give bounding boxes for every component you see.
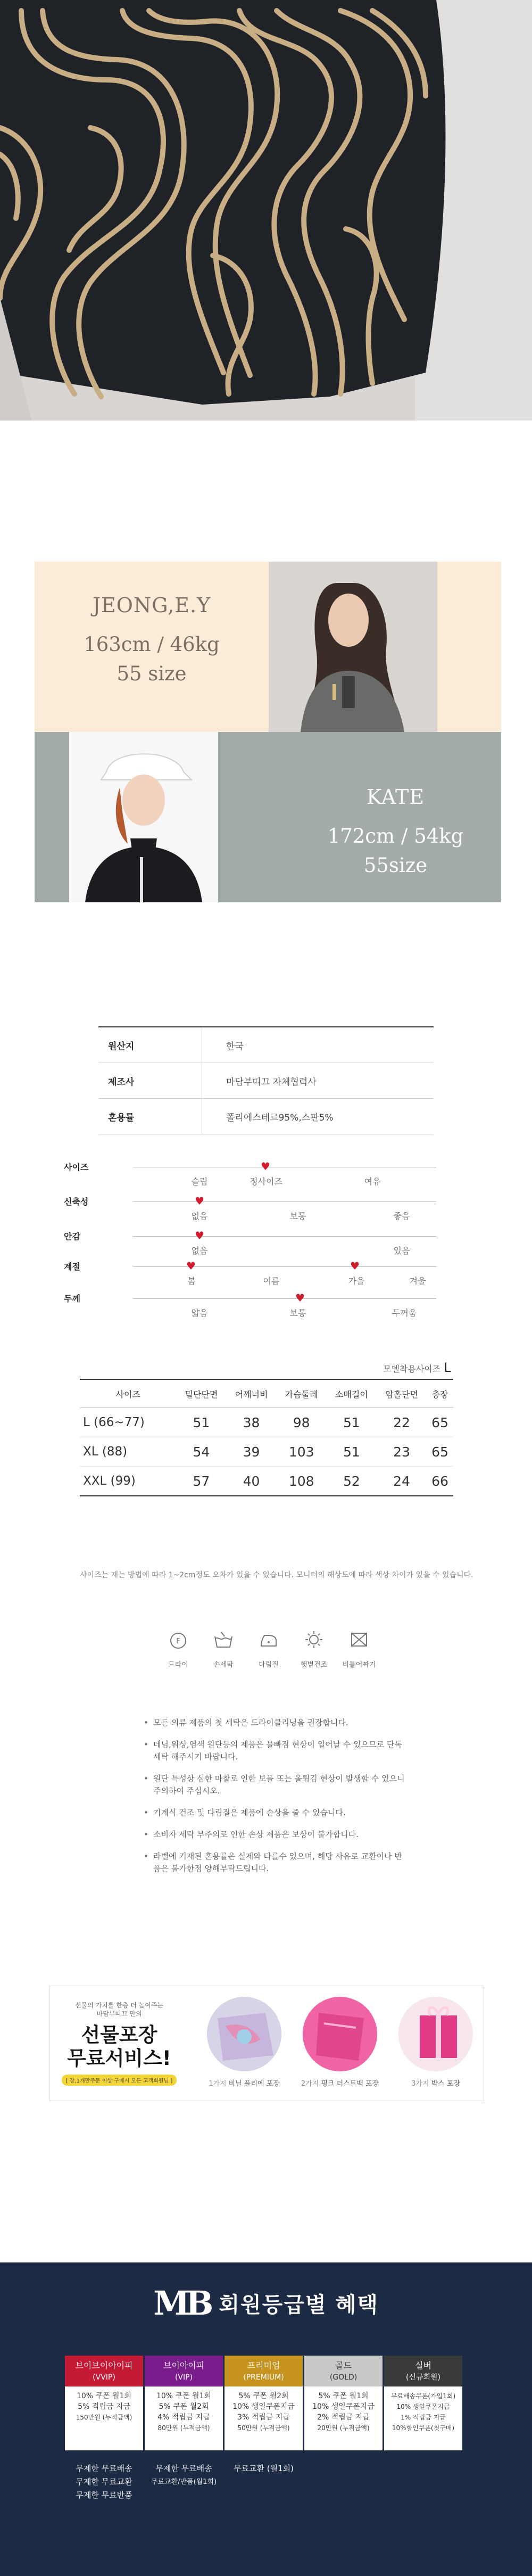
model-1-portrait bbox=[269, 562, 437, 732]
feature-option: 두꺼움 bbox=[392, 1308, 417, 1318]
tier-silver bbox=[384, 2356, 462, 2450]
gift-label: 박스 포장 bbox=[431, 2080, 460, 2088]
care-label: 손세탁 bbox=[213, 1661, 234, 1669]
product-feature-scale bbox=[64, 1153, 468, 1318]
list-item: • 소비자 세탁 부주의로 인한 손상 제품은 보상이 불가합니다. bbox=[144, 1829, 410, 1841]
feature-option: 가을 bbox=[348, 1276, 365, 1286]
column-header: 밑단단면 bbox=[176, 1379, 226, 1408]
model-2-measurements: 172cm / 54kg bbox=[327, 825, 464, 847]
blouse-pattern-illustration bbox=[0, 0, 532, 421]
table-cell: 40 bbox=[226, 1467, 276, 1496]
tier-header bbox=[65, 2356, 143, 2386]
size-table bbox=[80, 1379, 453, 1496]
feature-option: 여유 bbox=[364, 1176, 381, 1187]
tier-body bbox=[65, 2386, 143, 2450]
table-cell: 108 bbox=[277, 1467, 327, 1496]
perk-line: 무제한 무료배송 bbox=[155, 2464, 212, 2473]
no-tumble-icon bbox=[348, 1629, 370, 1650]
feature-label: 안감 bbox=[64, 1231, 80, 1241]
heart-icon: ♥ bbox=[195, 1229, 204, 1242]
tier-eng-name: (VIP) bbox=[174, 2373, 193, 2382]
list-item: • 모든 의류 제품의 첫 세탁은 드라이클리닝을 권장합니다. bbox=[144, 1717, 410, 1729]
gift-wrap-banner bbox=[49, 1986, 484, 2101]
gift-condition-badge: [ 장,1개만주문 이상 구매시 모든 고객회원님 ] bbox=[62, 2075, 177, 2086]
table-cell: 51 bbox=[327, 1437, 377, 1467]
table-cell: XL (88) bbox=[80, 1437, 176, 1467]
column-header: 총장 bbox=[427, 1379, 453, 1408]
table-cell: XXL (99) bbox=[80, 1467, 176, 1496]
table-cell: 103 bbox=[277, 1437, 327, 1467]
perk-group bbox=[225, 2462, 303, 2475]
feature-label: 신축성 bbox=[64, 1197, 89, 1207]
tier-benefit: 5% 적립금 지급 bbox=[78, 2402, 130, 2411]
gift-subtitle-line1: 선물의 가치를 한층 더 높여주는 bbox=[75, 2002, 163, 2009]
tier-name: 프리미엄 bbox=[247, 2360, 280, 2371]
model-1-size: 55 size bbox=[117, 662, 187, 685]
model-size-caption: 모델착용사이즈 bbox=[383, 1364, 441, 1374]
heart-icon: ♥ bbox=[295, 1291, 305, 1304]
gift-caption bbox=[199, 2078, 289, 2088]
tier-name: 브이브이아이피 bbox=[75, 2360, 133, 2371]
feature-option: 보통 bbox=[289, 1211, 306, 1221]
tier-benefit: 2% 적립금 지급 bbox=[317, 2413, 370, 2422]
tier-vvip bbox=[65, 2356, 143, 2450]
scale-line bbox=[133, 1298, 436, 1299]
feature-option: 있음 bbox=[393, 1246, 410, 1256]
tier-eng-name: (신규회원) bbox=[405, 2373, 441, 2382]
info-label: 원산지 bbox=[98, 1027, 202, 1063]
table-cell: 52 bbox=[327, 1467, 377, 1496]
table-header-row bbox=[80, 1379, 453, 1408]
care-notices bbox=[144, 1717, 410, 1884]
care-item bbox=[250, 1629, 287, 1669]
table-row bbox=[98, 1027, 434, 1063]
column-header: 소매길이 bbox=[327, 1379, 377, 1408]
feature-option: 없음 bbox=[191, 1211, 208, 1221]
info-label: 제조사 bbox=[98, 1063, 202, 1099]
feature-option: 좋음 bbox=[393, 1211, 410, 1221]
care-label: 다림질 bbox=[259, 1661, 279, 1669]
table-cell: L (66~77) bbox=[80, 1408, 176, 1437]
model-size-label bbox=[383, 1360, 451, 1375]
dry-clean-icon bbox=[168, 1629, 189, 1650]
feature-option: 얇음 bbox=[191, 1308, 208, 1318]
tier-benefit: 20만원 (누적금액) bbox=[317, 2424, 370, 2432]
column-header: 암홀단면 bbox=[377, 1379, 427, 1408]
heart-icon: ♥ bbox=[195, 1195, 204, 1207]
tier-benefit: 10% 생일쿠폰지급 bbox=[396, 2403, 450, 2410]
model-size-value: L bbox=[444, 1360, 451, 1375]
tier-body bbox=[384, 2386, 462, 2450]
care-icons bbox=[160, 1629, 378, 1677]
scale-line bbox=[133, 1266, 436, 1267]
model-card-1 bbox=[35, 562, 501, 732]
model-1-info bbox=[35, 594, 269, 685]
gift-option bbox=[199, 1997, 289, 2088]
gift-number: 3가지 bbox=[411, 2080, 429, 2088]
feature-option: 여름 bbox=[263, 1276, 280, 1286]
table-cell: 51 bbox=[327, 1408, 377, 1437]
table-cell: 24 bbox=[377, 1467, 427, 1496]
hero-product-image bbox=[0, 0, 532, 421]
low-iron-icon bbox=[258, 1629, 279, 1650]
tier-name: 실버 bbox=[415, 2360, 431, 2371]
model-2-name: KATE bbox=[366, 785, 425, 809]
feature-option: 슬림 bbox=[191, 1176, 208, 1187]
model-2-size: 55size bbox=[363, 854, 428, 877]
gift-option bbox=[390, 1997, 481, 2088]
gift-subtitle bbox=[50, 2001, 188, 2018]
tier-name: 골드 bbox=[335, 2360, 352, 2371]
care-item bbox=[160, 1629, 197, 1669]
heart-icon: ♥ bbox=[261, 1160, 270, 1173]
feature-label: 두께 bbox=[64, 1294, 80, 1304]
table-cell: 38 bbox=[226, 1408, 276, 1437]
model-1-measurements: 163cm / 46kg bbox=[84, 633, 220, 656]
model-1-name: JEONG,E.Y bbox=[92, 594, 211, 617]
gift-option bbox=[295, 1997, 385, 2088]
tier-eng-name: (GOLD) bbox=[329, 2373, 358, 2382]
table-cell: 23 bbox=[377, 1437, 427, 1467]
tier-benefit: 10% 쿠폰 월1회 bbox=[156, 2392, 212, 2400]
scale-line bbox=[133, 1236, 436, 1237]
table-row bbox=[98, 1099, 434, 1134]
gift-label: 핑크 더스트백 포장 bbox=[321, 2080, 379, 2088]
perk-line: 무제한 무료반품 bbox=[76, 2490, 132, 2500]
tier-benefit: 무료배송쿠폰(가입1회) bbox=[390, 2392, 456, 2400]
tier-body bbox=[225, 2386, 303, 2450]
tier-benefit: 5% 쿠폰 월1회 bbox=[318, 2392, 369, 2400]
list-item: • 데님,워싱,염색 원단등의 제품은 물빠짐 현상이 일어날 수 있으므로 단독 세탁 해주시기 바랍니다. bbox=[144, 1739, 410, 1763]
tier-header bbox=[304, 2356, 383, 2386]
tier-benefit: 80만원 (누적금액) bbox=[157, 2424, 210, 2432]
table-cell: 98 bbox=[277, 1408, 327, 1437]
membership-heading: 회원등급별 혜택 bbox=[219, 2293, 379, 2317]
perk-group bbox=[65, 2462, 143, 2502]
model-2-portrait bbox=[69, 732, 218, 902]
tier-benefit: 10% 생일쿠폰지급 bbox=[232, 2402, 295, 2411]
gift-subtitle-line2: 마담부띠끄 만의 bbox=[96, 2010, 142, 2018]
info-value: 한국 bbox=[202, 1027, 434, 1063]
table-cell: 65 bbox=[427, 1437, 453, 1467]
svg-text:F: F bbox=[176, 1637, 180, 1645]
tier-benefit: 10% 생일쿠폰지급 bbox=[312, 2402, 375, 2411]
tier-benefit: 1% 적립금 지급 bbox=[401, 2414, 446, 2421]
care-label: 드라이 bbox=[168, 1661, 188, 1669]
gift-caption bbox=[295, 2078, 385, 2088]
table-cell: 39 bbox=[226, 1437, 276, 1467]
feature-label: 계절 bbox=[64, 1262, 80, 1272]
table-cell: 66 bbox=[427, 1467, 453, 1496]
tier-benefit: 10%할인쿠폰(첫구매) bbox=[392, 2424, 455, 2432]
membership-title bbox=[0, 2284, 532, 2323]
gift-title-line1: 선물포장 bbox=[81, 2023, 157, 2046]
column-header: 어깨너비 bbox=[226, 1379, 276, 1408]
tier-name: 브이아이피 bbox=[163, 2360, 205, 2371]
heart-icon: ♥ bbox=[350, 1260, 360, 1272]
tier-benefit: 3% 적립금 지급 bbox=[237, 2413, 290, 2422]
model-2-info bbox=[290, 785, 501, 877]
care-label: 비틀어짜기 bbox=[342, 1661, 376, 1669]
mb-logo: MB bbox=[153, 2284, 210, 2323]
gift-caption bbox=[390, 2078, 481, 2088]
perk-line: 무료교환/반품(월1회) bbox=[151, 2478, 217, 2486]
gift-box-image bbox=[398, 1997, 473, 2071]
table-cell: 51 bbox=[176, 1408, 226, 1437]
tier-header bbox=[225, 2356, 303, 2386]
perk-line: 무제한 무료배송 bbox=[76, 2464, 132, 2473]
tier-gold bbox=[304, 2356, 383, 2450]
product-info-table bbox=[98, 1026, 434, 1134]
tier-premium bbox=[225, 2356, 303, 2450]
tier-benefit: 50만원 (누적금액) bbox=[237, 2424, 290, 2432]
tier-eng-name: (VVIP) bbox=[93, 2373, 115, 2382]
gift-number: 2가지 bbox=[301, 2080, 319, 2088]
care-item bbox=[205, 1629, 242, 1669]
size-note: 사이즈는 재는 방법에 따라 1~2cm정도 오차가 있을 수 있습니다. 모니터의 해상도에 따라 색상 차이가 있을 수 있습니다. bbox=[80, 1571, 473, 1579]
table-row bbox=[98, 1063, 434, 1099]
list-item: • 원단 특성상 심한 마찰로 인한 보풀 또는 올튐김 현상이 발생할 수 있으니 주의하여 주십시오. bbox=[144, 1773, 410, 1797]
care-item bbox=[340, 1629, 378, 1669]
membership-benefits bbox=[0, 2262, 532, 2576]
table-cell: 54 bbox=[176, 1437, 226, 1467]
list-item: • 라벨에 기재된 혼용률은 실제와 다를수 있으며, 해당 사유로 교환이나 반품은 불가한점 양해부탁드립니다. bbox=[144, 1850, 410, 1875]
hand-wash-icon bbox=[213, 1629, 234, 1650]
scale-line bbox=[133, 1201, 436, 1202]
perk-group bbox=[145, 2462, 223, 2489]
column-header: 가슴둘레 bbox=[277, 1379, 327, 1408]
gift-title bbox=[50, 2023, 188, 2070]
tier-benefit: 10% 쿠폰 월1회 bbox=[76, 2392, 132, 2400]
table-cell: 65 bbox=[427, 1408, 453, 1437]
table-cell: 22 bbox=[377, 1408, 427, 1437]
care-label: 햇볕건조 bbox=[300, 1661, 328, 1669]
feature-label: 사이즈 bbox=[64, 1162, 89, 1172]
care-item bbox=[295, 1629, 332, 1669]
pink-dustbag-image bbox=[303, 1997, 377, 2071]
tier-benefit: 150만원 (누적금액) bbox=[76, 2414, 132, 2421]
model-card-2 bbox=[35, 732, 501, 902]
tier-header bbox=[384, 2356, 462, 2386]
table-cell: 57 bbox=[176, 1467, 226, 1496]
table-row bbox=[80, 1467, 453, 1496]
feature-option: 없음 bbox=[191, 1246, 208, 1256]
gift-title-line2: 무료서비스! bbox=[67, 2047, 171, 2070]
tier-benefit: 4% 적립금 지급 bbox=[157, 2413, 210, 2422]
info-value: 폴리에스테르95%,스판5% bbox=[202, 1099, 434, 1134]
tier-header bbox=[145, 2356, 223, 2386]
tier-benefit: 5% 쿠폰 월2회 bbox=[238, 2392, 289, 2400]
heart-icon: ♥ bbox=[186, 1260, 196, 1272]
perk-line: 무제한 무료교환 bbox=[76, 2477, 132, 2487]
info-label: 혼용률 bbox=[98, 1099, 202, 1134]
column-header: 사이즈 bbox=[80, 1379, 176, 1408]
gift-headline bbox=[50, 1986, 188, 2101]
tier-vip bbox=[145, 2356, 223, 2450]
no-bleach-icon bbox=[303, 1629, 325, 1650]
tier-body bbox=[145, 2386, 223, 2450]
feature-option: 정사이즈 bbox=[250, 1176, 282, 1187]
feature-option: 겨울 bbox=[409, 1276, 426, 1286]
gift-label: 비닐 플리에 포장 bbox=[228, 2080, 280, 2088]
feature-option: 보통 bbox=[289, 1308, 306, 1318]
table-row bbox=[80, 1408, 453, 1437]
perk-line: 무료교환 (월1회) bbox=[234, 2464, 294, 2473]
feature-option: 봄 bbox=[187, 1276, 196, 1286]
tier-body bbox=[304, 2386, 383, 2450]
list-item: • 기계식 건조 및 다림질은 제품에 손상을 줄 수 있습니다. bbox=[144, 1807, 410, 1819]
tier-benefit: 5% 쿠폰 월2회 bbox=[159, 2402, 209, 2411]
tier-eng-name: (PREMIUM) bbox=[243, 2373, 284, 2382]
vinyl-wrap-image bbox=[207, 1997, 281, 2071]
info-value: 마담부띠끄 자체협력사 bbox=[202, 1063, 434, 1099]
gift-number: 1가지 bbox=[209, 2080, 227, 2088]
table-row bbox=[80, 1437, 453, 1467]
